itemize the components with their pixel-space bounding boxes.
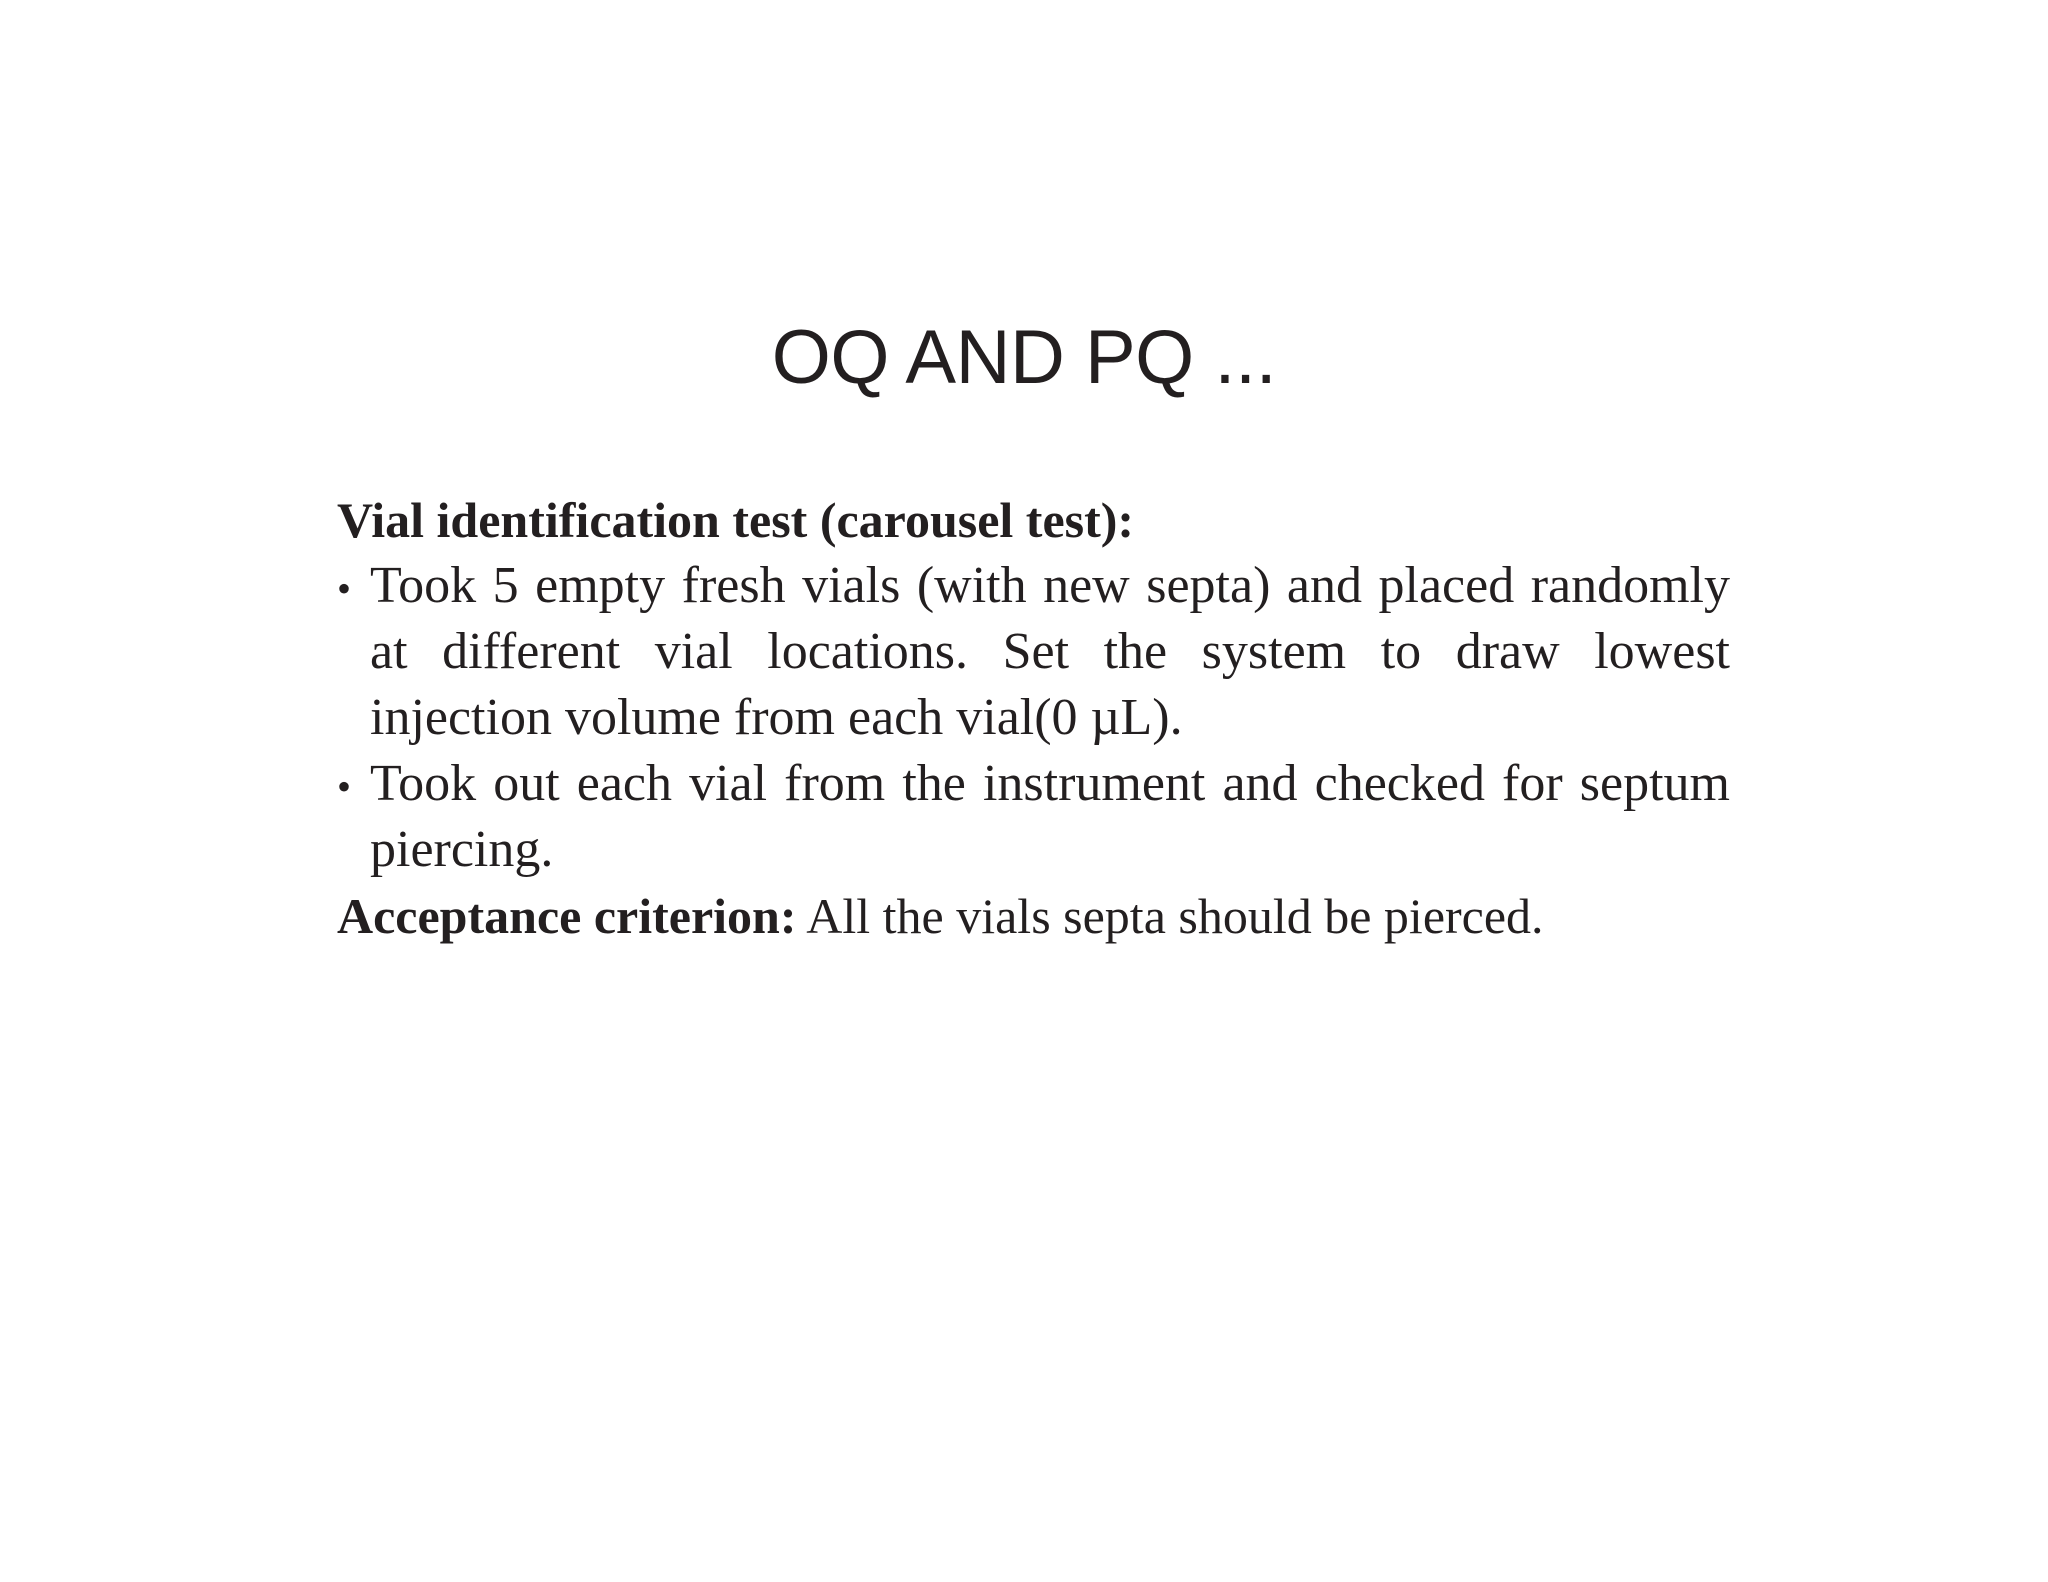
bullet-icon: •: [337, 764, 352, 809]
bullet-text: Took 5 empty fresh vials (with new septa) and placed randomly at different vial locations. Set the system to draw lowest injection volume from each vial(0 µL).: [370, 557, 1730, 746]
slide-content: [337, 487, 1730, 949]
bullet-item: [337, 553, 1730, 751]
bullet-list: [337, 553, 1730, 883]
section-heading: Vial identification test (carousel test):: [337, 492, 1135, 548]
acceptance-criterion: [337, 883, 1730, 949]
bullet-item: [337, 751, 1730, 883]
acceptance-label: Acceptance criterion:: [337, 888, 797, 944]
acceptance-text: All the vials septa should be pierced.: [796, 888, 1544, 944]
bullet-text: Took out each vial from the instrument and checked for septum piercing.: [370, 755, 1730, 878]
slide-title: OQ AND PQ ...: [771, 315, 1277, 400]
bullet-icon: •: [337, 566, 352, 611]
